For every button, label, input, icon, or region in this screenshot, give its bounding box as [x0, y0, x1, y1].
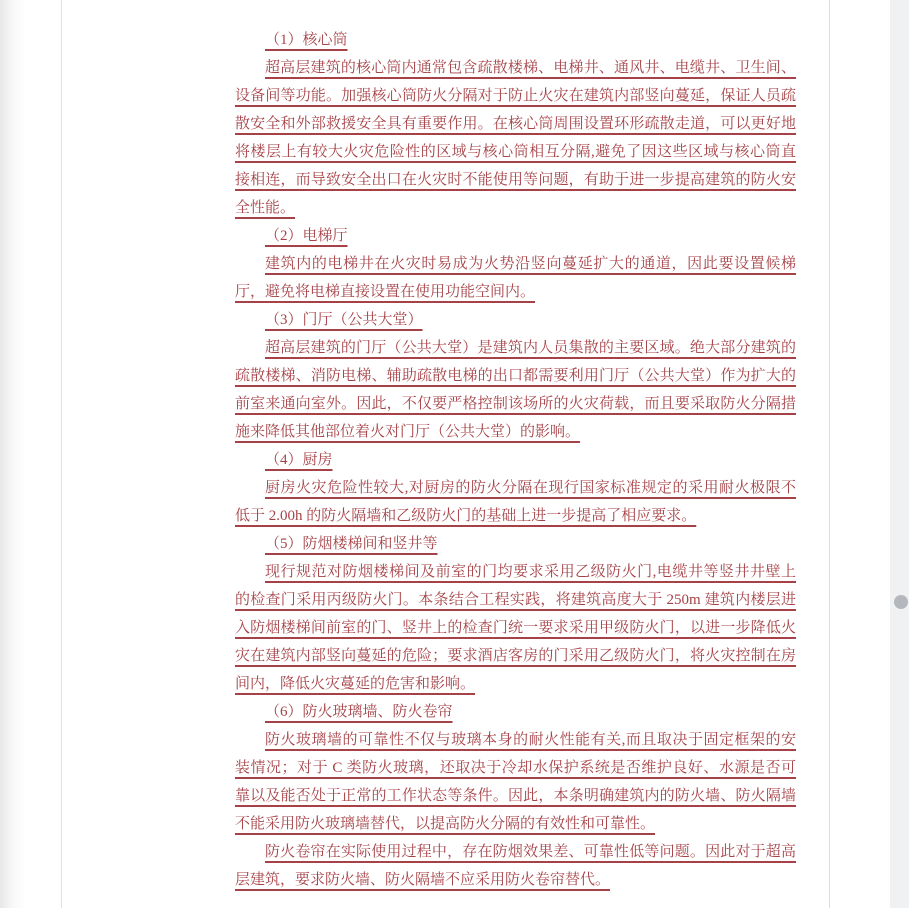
text-line: 将楼层上有较大火灾危险性的区域与核心筒相互分隔,避免了因这些区域与核心筒直	[235, 144, 796, 160]
text-line: 入防烟楼梯间前室的门、竖井上的检查门统一要求采用甲级防火门，以进一步降低火	[235, 620, 796, 636]
text-line: 低于 2.00h 的防火隔墙和乙级防火门的基础上进一步提高了相应要求。	[235, 508, 697, 524]
page-edge-shadow	[0, 0, 61, 908]
text-line: 层建筑，要求防火墙、防火隔墙不应采用防火卷帘替代。	[235, 872, 611, 888]
text-line: 装情况；对于 C 类防火玻璃，还取决于冷却水保护系统是否维护良好、水源是否可	[235, 760, 796, 776]
text-line: 靠以及能否处于正常的工作状态等条件。因此，本条明确建筑内的防火墙、防火隔墙	[235, 788, 796, 804]
document-text-area	[235, 26, 796, 894]
text-line: 建筑内的电梯井在火灾时易成为火势沿竖向蔓延扩大的通道，因此要设置候梯	[265, 256, 796, 272]
text-line: 的检查门采用丙级防火门。本条结合工程实践，将建筑高度大于 250m 建筑内楼层进	[235, 592, 796, 608]
scrollbar-thumb[interactable]	[894, 595, 908, 609]
text-line: 不能采用防火玻璃墙替代，以提高防火分隔的有效性和可靠性。	[235, 816, 656, 832]
text-line: 接相连，而导致安全出口在火灾时不能使用等问题，有助于进一步提高建筑的防火安	[235, 172, 796, 188]
text-line: 散安全和外部救援安全具有重要作用。在核心筒周围设置环形疏散走道，可以更好地	[235, 116, 796, 132]
heading-line: （5）防烟楼梯间和竖井等	[265, 536, 438, 552]
text-line: 超高层建筑的门厅（公共大堂）是建筑内人员集散的主要区域。绝大部分建筑的	[265, 340, 796, 356]
text-line: 灾在建筑内部竖向蔓延的危险；要求酒店客房的门采用乙级防火门，将火灾控制在房	[235, 648, 796, 664]
heading-line: （3）门厅（公共大堂）	[265, 312, 423, 328]
text-line: 全性能。	[235, 200, 296, 216]
scrollbar-track[interactable]	[890, 0, 909, 908]
text-line: 厅，避免将电梯直接设置在使用功能空间内。	[235, 284, 536, 300]
text-line: 前室来通向室外。因此，不仅要严格控制该场所的火灾荷载，而且要采取防火分隔措	[235, 396, 796, 412]
text-line: 疏散楼梯、消防电梯、辅助疏散电梯的出口都需要利用门厅（公共大堂）作为扩大的	[235, 368, 796, 384]
text-line: 厨房火灾危险性较大,对厨房的防火分隔在现行国家标准规定的采用耐火极限不	[265, 480, 796, 496]
document-page	[61, 0, 830, 908]
heading-line: （2）电梯厅	[265, 228, 348, 244]
text-line: 施来降低其他部位着火对门厅（公共大堂）的影响。	[235, 424, 581, 440]
text-line: 防火玻璃墙的可靠性不仅与玻璃本身的耐火性能有关,而且取决于固定框架的安	[265, 732, 796, 748]
text-line: 间内，降低火灾蔓延的危害和影响。	[235, 676, 476, 692]
heading-line: （1）核心筒	[265, 32, 348, 48]
text-line: 防火卷帘在实际使用过程中，存在防烟效果差、可靠性低等问题。因此对于超高	[265, 844, 796, 860]
text-line: 超高层建筑的核心筒内通常包含疏散楼梯、电梯井、通风井、电缆井、卫生间、	[265, 60, 796, 76]
heading-line: （6）防火玻璃墙、防火卷帘	[265, 704, 453, 720]
heading-line: （4）厨房	[265, 452, 333, 468]
text-line: 设备间等功能。加强核心筒防火分隔对于防止火灾在建筑内部竖向蔓延，保证人员疏	[235, 88, 796, 104]
text-line: 现行规范对防烟楼梯间及前室的门均要求采用乙级防火门,电缆井等竖井井壁上	[265, 564, 796, 580]
